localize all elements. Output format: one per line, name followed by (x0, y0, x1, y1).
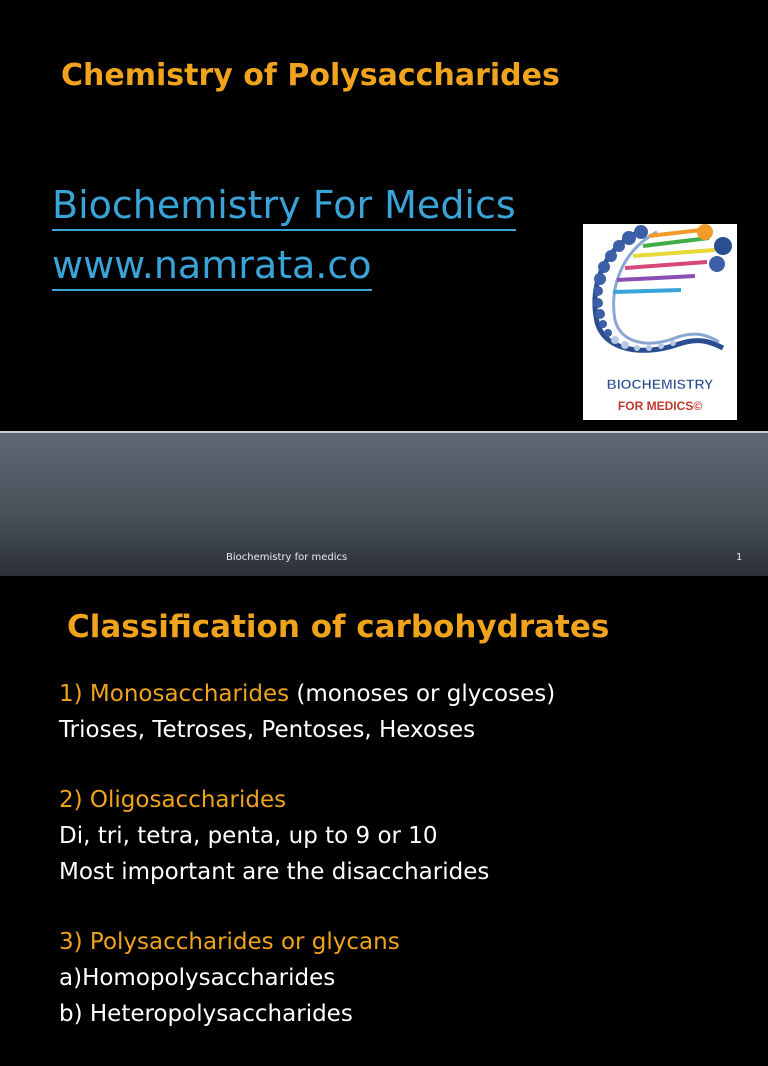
heading-note: (monoses or glycoses) (289, 681, 556, 707)
slide-footer-band (0, 433, 768, 576)
slide-title: Chemistry of Polysaccharides (61, 58, 560, 93)
list-item-line: Most important are the disaccharides (59, 859, 490, 885)
slide-1 (0, 0, 768, 431)
list-item-heading: 2) Oligosaccharides (59, 787, 287, 813)
heading-text: 1) Monosaccharides (59, 681, 290, 707)
slide-2 (0, 576, 768, 1027)
list-item (59, 782, 555, 890)
list-item-line: Di, tri, tetra, penta, up to 9 or 10 (59, 823, 438, 849)
classification-list (59, 676, 555, 1066)
list-item-heading (59, 676, 555, 712)
list-item-line: b) Heteropolysaccharides (59, 1001, 353, 1027)
list-item (59, 924, 555, 1032)
website-link-name[interactable]: Biochemistry For Medics (52, 182, 516, 231)
svg-text:FOR MEDICS©: FOR MEDICS© (617, 399, 703, 413)
slide-title: Classification of carbohydrates (67, 609, 610, 645)
list-item (59, 676, 555, 748)
list-item-line: Trioses, Tetroses, Pentoses, Hexoses (59, 717, 476, 743)
website-link-url[interactable]: www.namrata.co (52, 242, 372, 291)
list-item-line: a)Homopolysaccharides (59, 965, 336, 991)
list-item-heading: 3) Polysaccharides or glycans (59, 929, 400, 955)
biochemistry-logo (583, 224, 737, 420)
footer-label: Biochemistry for medics (226, 552, 348, 563)
svg-text:BIOCHEMISTRY: BIOCHEMISTRY (606, 376, 714, 392)
page-number: 1 (736, 552, 743, 563)
